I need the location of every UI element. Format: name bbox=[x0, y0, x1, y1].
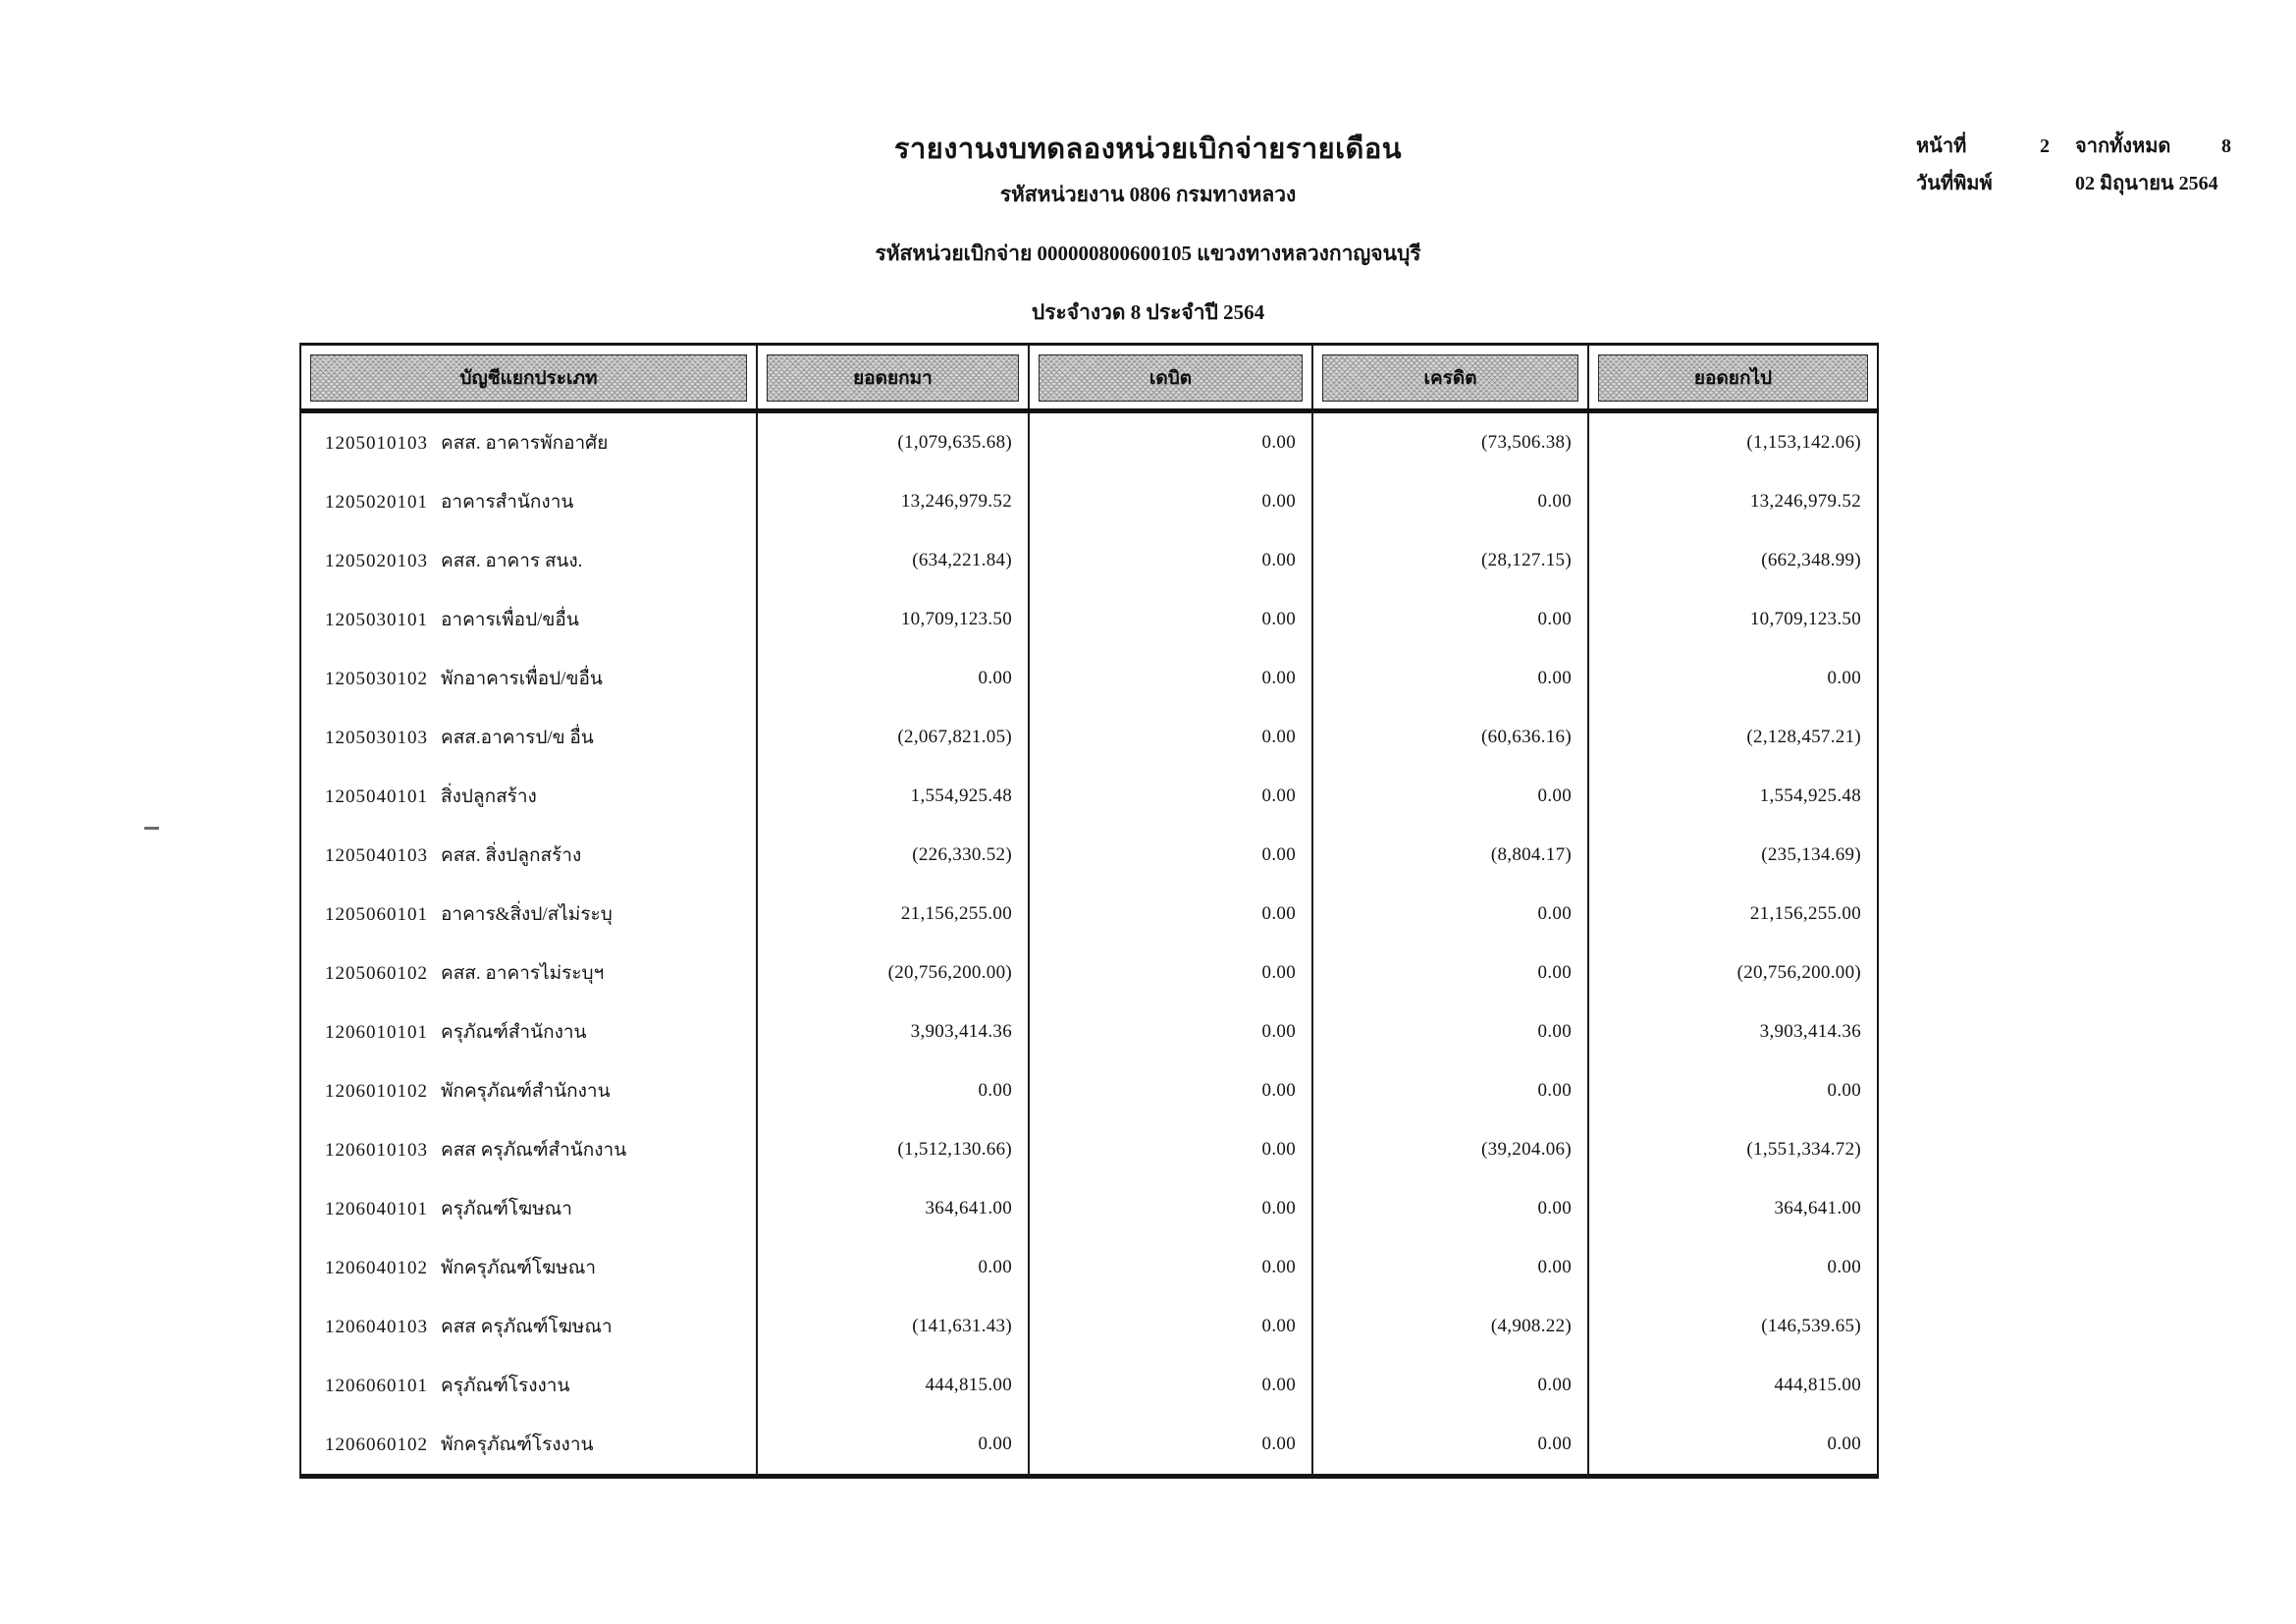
account-code: 1205040103 bbox=[325, 845, 428, 866]
header-label-credit: เครดิต bbox=[1423, 367, 1477, 389]
credit-cell: 0.00 bbox=[1312, 1179, 1588, 1238]
account-name: คสส. อาคาร สนง. bbox=[441, 551, 583, 571]
brought-forward-cell: 13,246,979.52 bbox=[757, 472, 1029, 531]
page-label: หน้าที่ bbox=[1916, 135, 1967, 157]
print-date-label: วันที่พิมพ์ bbox=[1916, 173, 1993, 194]
account-cell bbox=[300, 1297, 757, 1356]
account-name: สิ่งปลูกสร้าง bbox=[441, 786, 537, 807]
print-date-row bbox=[1916, 167, 2252, 204]
debit-cell: 0.00 bbox=[1029, 708, 1312, 767]
account-name: อาคาร&สิ่งป/สไม่ระบุ bbox=[441, 904, 613, 925]
account-code: 1206010103 bbox=[325, 1140, 428, 1161]
brought-forward-cell: (634,221.84) bbox=[757, 531, 1029, 590]
credit-cell: 0.00 bbox=[1312, 472, 1588, 531]
report-period-line: ประจำงวด 8 ประจำปี 2564 bbox=[1031, 300, 1265, 324]
table-row bbox=[300, 1002, 1878, 1061]
debit-cell: 0.00 bbox=[1029, 590, 1312, 649]
carried-forward-cell: 0.00 bbox=[1588, 1238, 1878, 1297]
page-number-row bbox=[1916, 130, 2252, 167]
header-cell-account bbox=[300, 345, 757, 411]
account-name: พักครุภัณฑ์โรงงาน bbox=[441, 1435, 594, 1455]
table-row bbox=[300, 1120, 1878, 1179]
debit-cell: 0.00 bbox=[1029, 1179, 1312, 1238]
table-header-row bbox=[300, 345, 1878, 411]
carried-forward-cell: 1,554,925.48 bbox=[1588, 767, 1878, 826]
brought-forward-cell: 364,641.00 bbox=[757, 1179, 1029, 1238]
debit-cell: 0.00 bbox=[1029, 531, 1312, 590]
debit-cell: 0.00 bbox=[1029, 472, 1312, 531]
account-code: 1206060102 bbox=[325, 1435, 428, 1455]
header-cell-credit bbox=[1312, 345, 1588, 411]
account-cell bbox=[300, 1061, 757, 1120]
credit-cell: 0.00 bbox=[1312, 885, 1588, 944]
brought-forward-cell: 3,903,414.36 bbox=[757, 1002, 1029, 1061]
account-name: คสส. อาคารพักอาศัย bbox=[441, 433, 609, 454]
account-cell bbox=[300, 1415, 757, 1477]
account-code: 1205020101 bbox=[325, 492, 428, 513]
header-cell-brought-forward bbox=[757, 345, 1029, 411]
table-row bbox=[300, 1179, 1878, 1238]
brought-forward-cell: (1,512,130.66) bbox=[757, 1120, 1029, 1179]
scan-artifact-dash bbox=[144, 827, 159, 830]
credit-cell: 0.00 bbox=[1312, 1238, 1588, 1297]
table-row bbox=[300, 708, 1878, 767]
table-row bbox=[300, 767, 1878, 826]
account-cell bbox=[300, 1238, 757, 1297]
table-row bbox=[300, 649, 1878, 708]
brought-forward-cell: 1,554,925.48 bbox=[757, 767, 1029, 826]
table-body bbox=[300, 411, 1878, 1477]
carried-forward-cell: 444,815.00 bbox=[1588, 1356, 1878, 1415]
account-cell bbox=[300, 708, 757, 767]
print-date-value: 02 มิถุนายน 2564 bbox=[2075, 173, 2218, 194]
credit-cell: (4,908.22) bbox=[1312, 1297, 1588, 1356]
trial-balance-table bbox=[299, 343, 1879, 1479]
account-cell bbox=[300, 1356, 757, 1415]
account-code: 1206010102 bbox=[325, 1081, 428, 1102]
header-label-account: บัญชีแยกประเภท bbox=[459, 367, 598, 389]
debit-cell: 0.00 bbox=[1029, 1297, 1312, 1356]
report-unit-line: รหัสหน่วยเบิกจ่าย 000000800600105 แขวงทางหลวงกาญจนบุรี bbox=[875, 242, 1421, 265]
account-cell bbox=[300, 531, 757, 590]
header-label-brought-forward: ยอดยกมา bbox=[853, 367, 933, 389]
account-name: ครุภัณฑ์สำนักงาน bbox=[441, 1022, 587, 1043]
credit-cell: 0.00 bbox=[1312, 649, 1588, 708]
header-cell-carried-forward bbox=[1588, 345, 1878, 411]
brought-forward-cell: (226,330.52) bbox=[757, 826, 1029, 885]
table-row bbox=[300, 1238, 1878, 1297]
account-cell bbox=[300, 944, 757, 1002]
debit-cell: 0.00 bbox=[1029, 826, 1312, 885]
header-label-carried-forward: ยอดยกไป bbox=[1693, 367, 1773, 389]
carried-forward-cell: 21,156,255.00 bbox=[1588, 885, 1878, 944]
credit-cell: (8,804.17) bbox=[1312, 826, 1588, 885]
debit-cell: 0.00 bbox=[1029, 1238, 1312, 1297]
table-row bbox=[300, 472, 1878, 531]
brought-forward-cell: 444,815.00 bbox=[757, 1356, 1029, 1415]
account-code: 1206040103 bbox=[325, 1317, 428, 1337]
brought-forward-cell: 0.00 bbox=[757, 649, 1029, 708]
table-row bbox=[300, 531, 1878, 590]
debit-cell: 0.00 bbox=[1029, 649, 1312, 708]
account-code: 1206040101 bbox=[325, 1199, 428, 1219]
account-cell bbox=[300, 826, 757, 885]
debit-cell: 0.00 bbox=[1029, 767, 1312, 826]
account-name: ครุภัณฑ์โฆษณา bbox=[441, 1199, 572, 1219]
debit-cell: 0.00 bbox=[1029, 411, 1312, 473]
account-cell bbox=[300, 649, 757, 708]
account-code: 1205060101 bbox=[325, 904, 428, 925]
of-total-label: จากทั้งหมด bbox=[2075, 135, 2171, 157]
account-code: 1205060102 bbox=[325, 963, 428, 984]
credit-cell: 0.00 bbox=[1312, 1415, 1588, 1477]
credit-cell: (39,204.06) bbox=[1312, 1120, 1588, 1179]
account-code: 1206010101 bbox=[325, 1022, 428, 1043]
account-cell bbox=[300, 1120, 757, 1179]
account-cell bbox=[300, 1179, 757, 1238]
table-row bbox=[300, 1415, 1878, 1477]
account-cell bbox=[300, 411, 757, 473]
account-name: พักครุภัณฑ์สำนักงาน bbox=[441, 1081, 611, 1102]
debit-cell: 0.00 bbox=[1029, 1120, 1312, 1179]
debit-cell: 0.00 bbox=[1029, 885, 1312, 944]
account-name: อาคารสำนักงาน bbox=[441, 492, 574, 513]
debit-cell: 0.00 bbox=[1029, 1002, 1312, 1061]
report-title: รายงานงบทดลองหน่วยเบิกจ่ายรายเดือน bbox=[893, 134, 1403, 165]
credit-cell: 0.00 bbox=[1312, 1356, 1588, 1415]
brought-forward-cell: (20,756,200.00) bbox=[757, 944, 1029, 1002]
credit-cell: 0.00 bbox=[1312, 590, 1588, 649]
account-name: พักครุภัณฑ์โฆษณา bbox=[441, 1258, 596, 1278]
carried-forward-cell: 13,246,979.52 bbox=[1588, 472, 1878, 531]
table-row bbox=[300, 1061, 1878, 1120]
brought-forward-cell: 21,156,255.00 bbox=[757, 885, 1029, 944]
account-code: 1206040102 bbox=[325, 1258, 428, 1278]
account-name: อาคารเพื่อป/ขอื่น bbox=[441, 610, 579, 630]
carried-forward-cell: (2,128,457.21) bbox=[1588, 708, 1878, 767]
account-name: ครุภัณฑ์โรงงาน bbox=[441, 1376, 570, 1396]
account-code: 1205040101 bbox=[325, 786, 428, 807]
brought-forward-cell: 0.00 bbox=[757, 1061, 1029, 1120]
carried-forward-cell: 3,903,414.36 bbox=[1588, 1002, 1878, 1061]
carried-forward-cell: 0.00 bbox=[1588, 649, 1878, 708]
credit-cell: 0.00 bbox=[1312, 944, 1588, 1002]
table-row bbox=[300, 1297, 1878, 1356]
carried-forward-cell: (235,134.69) bbox=[1588, 826, 1878, 885]
brought-forward-cell: 0.00 bbox=[757, 1238, 1029, 1297]
account-code: 1206060101 bbox=[325, 1376, 428, 1396]
account-name: คสส ครุภัณฑ์สำนักงาน bbox=[441, 1140, 627, 1161]
account-cell bbox=[300, 767, 757, 826]
carried-forward-cell: 364,641.00 bbox=[1588, 1179, 1878, 1238]
carried-forward-cell: 10,709,123.50 bbox=[1588, 590, 1878, 649]
debit-cell: 0.00 bbox=[1029, 1356, 1312, 1415]
table-row bbox=[300, 1356, 1878, 1415]
carried-forward-cell: (1,153,142.06) bbox=[1588, 411, 1878, 473]
credit-cell: 0.00 bbox=[1312, 1061, 1588, 1120]
carried-forward-cell: (662,348.99) bbox=[1588, 531, 1878, 590]
report-agency-line: รหัสหน่วยงาน 0806 กรมทางหลวง bbox=[999, 183, 1297, 206]
carried-forward-cell: (20,756,200.00) bbox=[1588, 944, 1878, 1002]
account-name: คสส. สิ่งปลูกสร้าง bbox=[441, 845, 582, 866]
page-meta-block bbox=[1916, 130, 2252, 204]
brought-forward-cell: (141,631.43) bbox=[757, 1297, 1029, 1356]
account-code: 1205030103 bbox=[325, 728, 428, 748]
table-row bbox=[300, 411, 1878, 473]
account-code: 1205010103 bbox=[325, 433, 428, 454]
account-cell bbox=[300, 885, 757, 944]
credit-cell: (73,506.38) bbox=[1312, 411, 1588, 473]
brought-forward-cell: 10,709,123.50 bbox=[757, 590, 1029, 649]
carried-forward-cell: 0.00 bbox=[1588, 1061, 1878, 1120]
credit-cell: 0.00 bbox=[1312, 1002, 1588, 1061]
account-cell bbox=[300, 590, 757, 649]
carried-forward-cell: 0.00 bbox=[1588, 1415, 1878, 1477]
table-row bbox=[300, 885, 1878, 944]
debit-cell: 0.00 bbox=[1029, 944, 1312, 1002]
account-name: คสส. อาคารไม่ระบุฯ bbox=[441, 963, 605, 984]
header-label-debit: เดบิต bbox=[1148, 367, 1193, 389]
table-row bbox=[300, 944, 1878, 1002]
debit-cell: 0.00 bbox=[1029, 1415, 1312, 1477]
account-code: 1205020103 bbox=[325, 551, 428, 571]
credit-cell: (60,636.16) bbox=[1312, 708, 1588, 767]
account-code: 1205030101 bbox=[325, 610, 428, 630]
account-cell bbox=[300, 472, 757, 531]
account-name: คสส ครุภัณฑ์โฆษณา bbox=[441, 1317, 613, 1337]
account-code: 1205030102 bbox=[325, 669, 428, 689]
carried-forward-cell: (1,551,334.72) bbox=[1588, 1120, 1878, 1179]
brought-forward-cell: (1,079,635.68) bbox=[757, 411, 1029, 473]
table-row bbox=[300, 826, 1878, 885]
carried-forward-cell: (146,539.65) bbox=[1588, 1297, 1878, 1356]
brought-forward-cell: (2,067,821.05) bbox=[757, 708, 1029, 767]
account-name: คสส.อาคารป/ข อื่น bbox=[441, 728, 594, 748]
brought-forward-cell: 0.00 bbox=[757, 1415, 1029, 1477]
credit-cell: (28,127.15) bbox=[1312, 531, 1588, 590]
account-name: พักอาคารเพื่อป/ขอื่น bbox=[441, 669, 603, 689]
credit-cell: 0.00 bbox=[1312, 767, 1588, 826]
debit-cell: 0.00 bbox=[1029, 1061, 1312, 1120]
total-pages: 8 bbox=[2221, 135, 2231, 157]
header-cell-debit bbox=[1029, 345, 1312, 411]
account-cell bbox=[300, 1002, 757, 1061]
page-number: 2 bbox=[2040, 135, 2050, 157]
table-row bbox=[300, 590, 1878, 649]
